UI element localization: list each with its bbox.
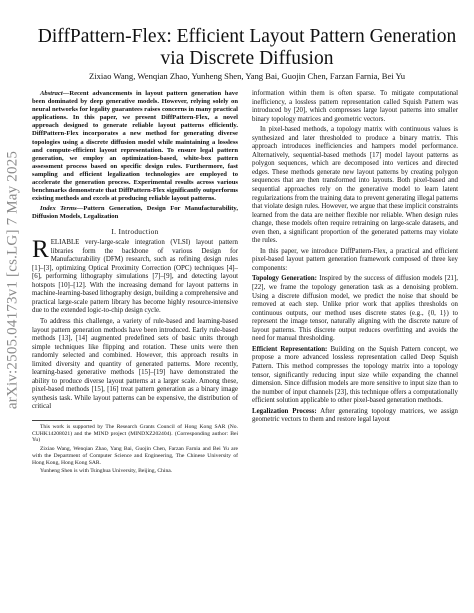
contribution-legalization-head: Legalization Process: [252,407,317,415]
footnote-rule [32,420,92,421]
contribution-representation-head: Efficient Representation: [252,345,328,353]
intro-p1-text: very-large-scale integration (VLSI) layout pattern libraries form the backbone of various Design for Manufacturability (DFM) research, such as refining design rules [1]–[3], optimizing Optical Proximity Correction (OPC) techniques [4]–[6], performing lithography simulations [7]–[9], and detecting layout hotspots [10]–[12]. With the increasing demand for layout patterns in machine-learning-based lithography design, building a comprehensive and practical large-scale pattern library has become highly resource-intensive due to the extended logic-to-chip design cycle. [32,239,238,315]
intro-paragraph-2: To address this challenge, a variety of rule-based and learning-based layout pattern generation methods have been introduced. Early rule-based methods [13], [14] augmented predefined sets of basic units through simple techniques like flipping and rotation. These units were then randomly selected and combined. However, this approach results in limited diversity and quantity of generated patterns. More recently, learning-based generative methods [15]–[19] have demonstrated the ability to produce diverse layout patterns at a larger scale. Among these, pixel-based methods [15], [16] treat pattern generation as a binary image synthesis task. While layout patterns can be expensive, the distribution of critical [32,317,238,411]
right-paragraph-2: In pixel-based methods, a topology matrix with continuous values is synthesized and later thresholded to produce a binary matrix. This approach introduces inefficiencies and hampers model performance. Alternatively, sequential-based methods [17] model layout patterns as polygon sequences, which are decomposed into vertices and directed edges. These methods generate new layout patterns by creating polygon sequences that are then transformed into layouts. Both pixel-based and sequential approaches rely on the generative model to learn latent regularizations from the training data to prevent generating illegal patterns that violate design rules. However, we argue that these implicit constraints learned from the data are neither flexible nor reliable. When design rules change, these models often require retraining on large-scale datasets, and even then, a significant proportion of the generated patterns may violate the rules. [252,126,458,245]
contribution-representation-text: Building on the Squish Pattern concept, we propose a more advanced lossless representation called Deep Squish Pattern. This method compresses the topology matrix into a topology tensor, significantly reducing input size while expanding the channel dimension. Since diffusion models are more sensitive to input size than to the number of input channels [23], this technique offers a computationally efficient solution applicable to other pixel-based generation methods. [252,345,459,405]
abstract-text: —Recent advancements in layout pattern generation have been dominated by deep generative models. However, relying solely on neural networks for legality guarantees raises concerns in many practical applications. In this paper, we present DiffPattern-Flex, a novel approach designed to generate reliable layout patterns efficiently. DiffPattern-Flex incorporates a new method for generating diverse topologies using a discrete diffusion model while maintaining a lossless and compute-efficient layout representation. To ensure legal pattern generation, we employ an optimization-based, white-box pattern assessment process based on specific design rules. Furthermore, fast sampling and efficient legalization technologies are employed to accelerate the generation process. Experimental results across various benchmarks demonstrate that DiffPattern-Flex significantly outperforms existing methods and excels at producing reliable layout patterns. [32,90,238,203]
footnote-funding: This work is supported by The Research Grants Council of Hong Kong SAR (No. CUHK14208021) and the MIND project (MINDXZ202404). (Corresponding author: Bei Yu) [32,423,238,444]
right-paragraph-1: information within them is often sparse. To mitigate computational inefficiency, a lossless pattern representation called Squish Pattern was introduced by [20], which compresses large layout patterns into smaller binary topology matrices and geometric vectors. [252,90,458,123]
author-list: Zixiao Wang, Wenqian Zhao, Yunheng Shen, Yang Bai, Guojin Chen, Farzan Farnia, Bei Yu [88,71,406,81]
paper-title [30,26,464,70]
footnote-affiliation-1: Zixiao Wang, Wenqian Zhao, Yang Bai, Guojin Chen, Farzan Farnia and Bei Yu are with the Department of Computer Science and Engineering, The Chinese University of Hong Kong, Hong Kong SAR. [32,446,238,466]
section-heading-introduction: I. Introduction [111,226,159,236]
drop-cap: R [32,236,49,264]
abstract [32,90,238,203]
left-column [32,90,238,477]
index-terms-text: —Pattern Generation, Design For Manufacturability, Diffusion Models, Legalization [32,205,239,221]
arxiv-identifier [2,70,24,490]
title-line-2: via Discrete Diffusion [160,48,334,69]
contribution-topology-text: Inspired by the success of diffusion models [21], [22], we frame the topology generation task as a denoising problem. Using a discrete diffusion model, we predict the noise that should be removed at each step. Unlike prior work that applies thresholds on continuous outputs, our method uses discrete states (e.g., {0, 1}) to represent the image tensor, naturally aligning with the discrete nature of layout patterns. This discrete output reduces overfitting and avoids the need for manual thresholding. [252,275,458,343]
right-column [252,90,458,427]
abstract-lead: Abstract [40,90,63,97]
drop-cap-rest: ELIABLE [50,239,80,247]
contribution-legalization-text: After generating topology matrices, we assign geometric vectors to them and restore legal layout [252,407,459,424]
contribution-representation [252,346,458,406]
title-line-1: DiffPattern-Flex: Efficient Layout Pattern Generation [37,26,457,47]
arxiv-id-text: arXiv:2505.04173v1 [cs.LG] 7 May 2025 [4,150,21,410]
right-paragraph-3: In this paper, we introduce DiffPattern-Flex, a practical and efficient pixel-based layout pattern generation framework composed of three key components: [252,247,458,272]
index-terms [32,205,238,221]
contribution-topology-head: Topology Generation: [252,275,317,283]
footnote-affiliation-2: Yunheng Shen is with Tsinghua University, Beijing, China. [40,468,173,475]
intro-paragraph-1 [32,236,238,316]
index-terms-lead: Index Terms [40,205,77,213]
contribution-legalization [252,408,458,425]
contribution-topology [252,275,458,343]
